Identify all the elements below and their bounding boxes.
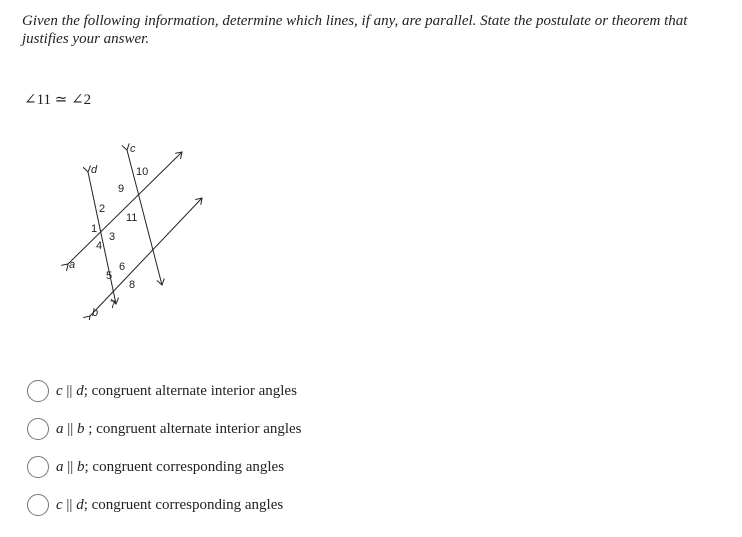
angle-label-8: 8 [129,279,136,291]
angle-label-2: 2 [99,203,106,215]
angle-label-7: 7 [110,299,117,311]
choice-label: c || d; congruent corresponding angles [56,496,284,513]
angle-label-10: 10 [136,166,149,178]
choice-label: a || b; congruent corresponding angles [56,458,285,475]
angle-label-3: 3 [109,231,116,243]
given-statement: ∠11 ≃ ∠2 [24,92,92,108]
line-label-d: d [91,164,98,176]
line-label-b: b [92,307,99,319]
line-label-c: c [130,143,136,155]
choice-3[interactable] [27,454,302,480]
geometry-figure [60,140,220,320]
choice-1[interactable] [27,378,302,404]
angle-label-9: 9 [118,183,125,195]
radio-button[interactable] [27,418,49,440]
angle-label-11: 11 [126,212,138,224]
question-prompt: Given the following information, determine which lines, if any, are parallel. State the postulate or theorem that justifies your answer. [22,13,688,47]
figure-svg [60,140,220,320]
angle-label-1: 1 [91,223,98,235]
choice-2[interactable] [27,416,302,442]
radio-button[interactable] [27,494,49,516]
angle-label-6: 6 [119,261,126,273]
line-b [90,198,202,316]
radio-button[interactable] [27,380,49,402]
angle-label-4: 4 [96,240,103,252]
answer-choices [27,378,302,530]
choice-4[interactable] [27,492,302,518]
line-a [68,152,182,264]
choice-label: c || d; congruent alternate interior angles [56,382,297,399]
radio-button[interactable] [27,456,49,478]
line-label-a: a [69,259,76,271]
choice-label: a || b ; congruent alternate interior angles [56,420,302,437]
angle-label-5: 5 [106,270,113,282]
